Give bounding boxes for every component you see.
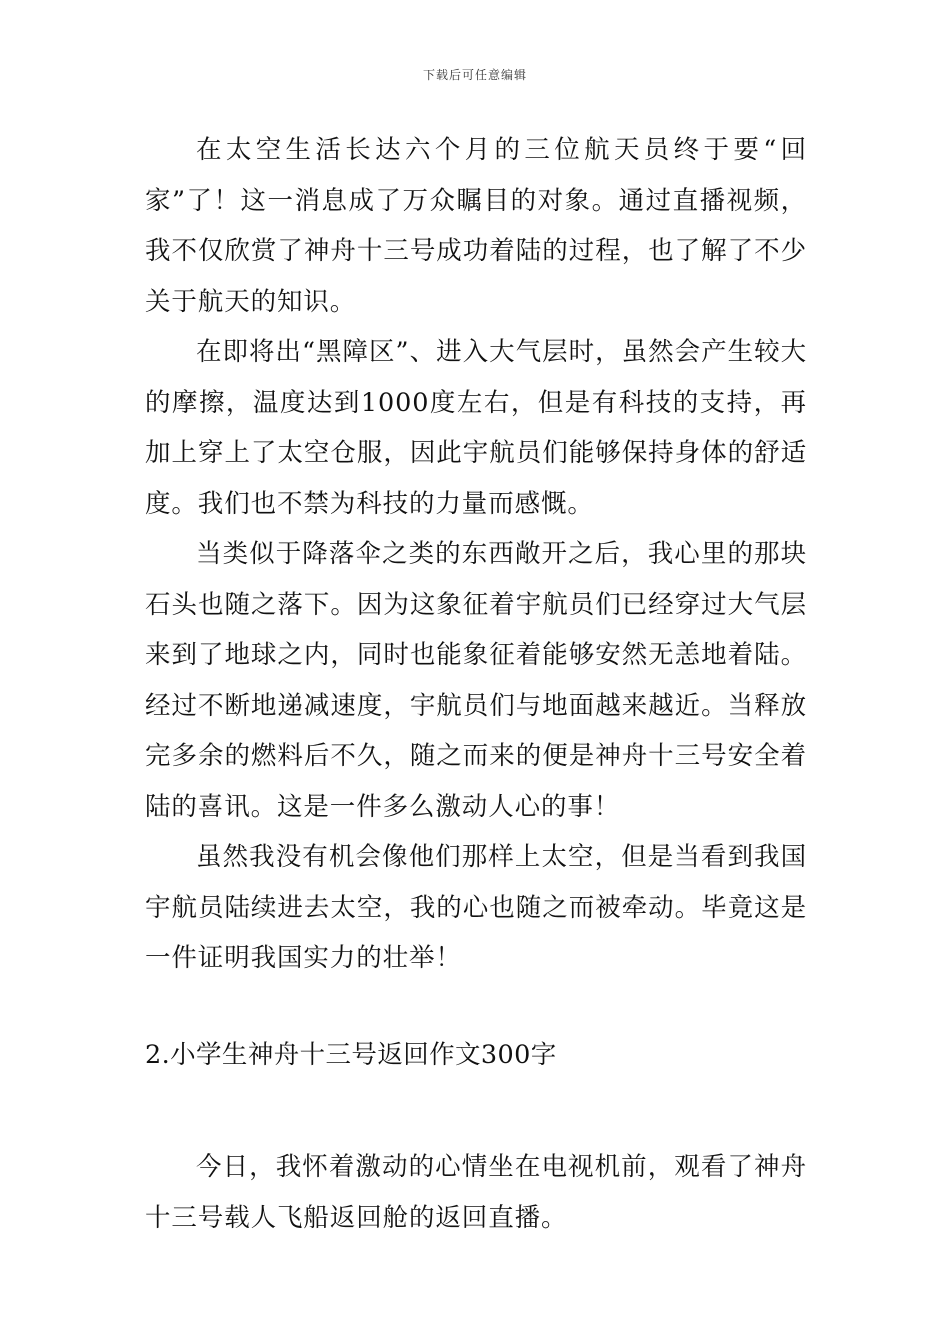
spacer <box>145 1080 807 1142</box>
paragraph-2: 在即将出“黑障区”、进入大气层时，虽然会产生较大的摩擦，温度达到1000度左右，但是有科技的支持，再加上穿上了太空仓服，因此宇航员们能够保持身体的舒适度。我们也不禁为科技的力量而感慨。 <box>145 337 807 519</box>
section-heading: 2.小学生神舟十三号返回作文300字 <box>145 1039 557 1070</box>
spacer <box>145 984 807 1030</box>
paragraph-5: 今日，我怀着激动的心情坐在电视机前，观看了神舟十三号载人飞船返回舱的返回直播。 <box>145 1152 807 1233</box>
paragraph-1: 在太空生活长达六个月的三位航天员终于要“回家”了！这一消息成了万众瞩目的对象。通过直播视频，我不仅欣赏了神舟十三号成功着陆的过程，也了解了不少关于航天的知识。 <box>145 135 807 317</box>
header-note: 下载后可任意编辑 <box>422 68 527 82</box>
paragraph-3: 当类似于降落伞之类的东西敞开之后，我心里的那块石头也随之落下。因为这象征着宇航员们已经穿过大气层来到了地球之内，同时也能象征着能够安然无恙地着陆。经过不断地递减速度，宇航员们与地面越来越近。当释放完多余的燃料后不久，随之而来的便是神舟十三号安全着陆的喜讯。这是一件多么激动人心的事！ <box>145 539 807 822</box>
paragraph-4: 虽然我没有机会像他们那样上太空，但是当看到我国宇航员陆续进去太空，我的心也随之而被牵动。毕竟这是一件证明我国实力的壮举！ <box>145 842 807 973</box>
document-body <box>145 125 807 1243</box>
